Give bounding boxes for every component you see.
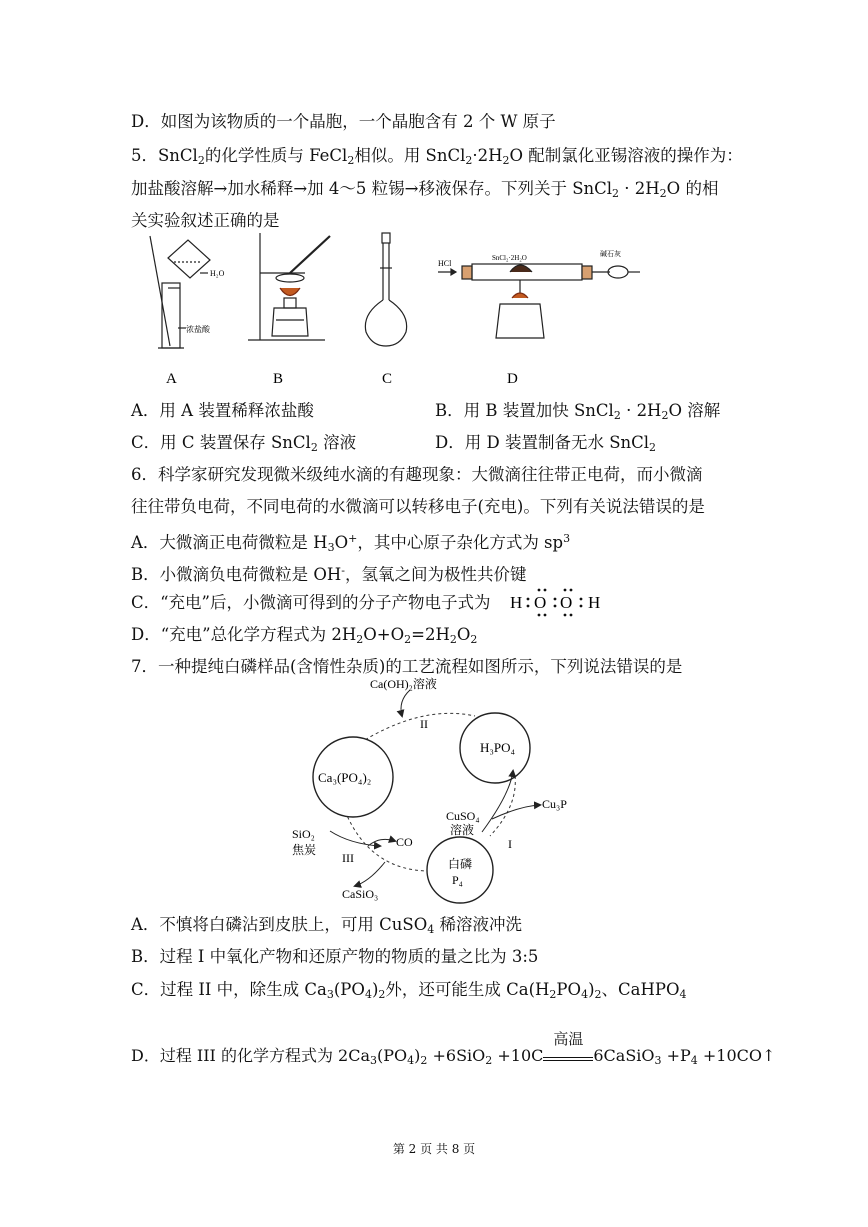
- q5-option-a: A．用 A 装置稀释浓盐酸: [131, 401, 314, 420]
- q6-option-c: C．“充电”后，小微滴可得到的分子产物电子式为: [131, 593, 491, 612]
- apparatus-d-hcl: HCl: [438, 259, 452, 268]
- label-coke: 焦炭: [292, 843, 317, 857]
- q5-stem-line2: 加盐酸溶解→加水稀释→加 4～5 粒锡→移液保存。下列关于 SnCl$_2$ · $2H_2O$ 的相: [131, 179, 719, 200]
- label-cuso4: CuSO₄: [446, 809, 480, 823]
- ef-o1: O: [534, 593, 547, 612]
- label-cu3p: Cu₃P: [542, 797, 567, 811]
- apparatus-d-sample: SnCl₂·2H₂O: [492, 254, 527, 262]
- label-i: I: [508, 837, 512, 851]
- ef-o2: O: [560, 593, 573, 612]
- label-white-p: 白磷: [448, 857, 473, 871]
- label-c: C: [382, 371, 393, 387]
- q7-stem: 7．一种提纯白磷样品(含惰性杂质)的工艺流程如图所示，下列说法错误的是: [131, 657, 683, 676]
- apparatus-a-acid: 浓盐酸: [186, 325, 210, 334]
- label-h3po4: H₃PO₄: [480, 740, 516, 755]
- q6-option-b: B．小微滴负电荷微粒是 OH-，氢氧之间为极性共价键: [131, 564, 527, 584]
- page-footer: 第 2 页 共 8 页: [392, 1142, 476, 1156]
- q5-stem-line3: 关实验叙述正确的是: [131, 211, 280, 230]
- ef-h2: H: [588, 593, 601, 612]
- q5-option-c: C．用 C 装置保存 SnCl$_2$ 溶液: [131, 433, 357, 454]
- q6-option-d: D．“充电”总化学方程式为 $2H_2O+O_2=2H_2O_2$: [131, 625, 478, 646]
- q6-stem-line1: 6．科学家研究发现微米级纯水滴的有趣现象：大微滴往往带正电荷，而小微滴: [131, 465, 703, 484]
- apparatus-a-h2o: H₂O: [210, 269, 225, 278]
- label-iii: III: [342, 851, 354, 865]
- q7-option-a: A．不慎将白磷沾到皮肤上，可用 CuSO$_4$ 稀溶液冲洗: [131, 915, 522, 936]
- q6-stem-line2: 往往带负电荷，不同电荷的水微滴可以转移电子(充电)。下列有关说法错误的是: [131, 497, 705, 516]
- label-b: B: [273, 371, 284, 387]
- electron-formula-h2o2: [508, 586, 608, 618]
- ef-h1: H: [510, 593, 523, 612]
- option-d-prev: D．如图为该物质的一个晶胞，一个晶胞含有 2 个 W 原子: [131, 112, 556, 131]
- q5-option-d: D．用 D 装置制备无水 SnCl$_2$: [435, 433, 657, 454]
- q7-flow-diagram: [270, 676, 610, 906]
- apparatus-d-lime: 碱石灰: [600, 250, 621, 258]
- q7-option-b: B．过程 I 中氧化产物和还原产物的物质的量之比为 3:5: [131, 947, 539, 966]
- label-a: A: [166, 371, 177, 387]
- reaction-condition: 高温: [543, 1048, 593, 1061]
- label-sio2: SiO₂: [292, 827, 315, 841]
- q5-option-b: B．用 B 装置加快 SnCl$_2$ · $2H_2O$ 溶解: [435, 401, 721, 422]
- apparatus-c: [365, 233, 406, 346]
- label-p4: P₄: [452, 873, 463, 887]
- q7-option-d: D．过程 III 的化学方程式为 $2Ca_3(PO_4)_2 +6SiO_2 +10C$ 高温 6CaSiO$_3$ $+P_4$ +10CO↑: [131, 1030, 776, 1067]
- label-cuso4-solution: 溶液: [450, 823, 475, 837]
- label-co: CO: [396, 835, 413, 849]
- apparatus-b: [248, 233, 330, 340]
- label-d: D: [507, 371, 518, 387]
- label-caoh2: Ca(OH)₂溶液: [370, 677, 437, 691]
- q5-apparatus-figure: [140, 228, 700, 393]
- q7-option-c: C．过程 II 中，除生成 $Ca_3(PO_4)_2$外，还可能生成 $Ca(H_2PO_4)_2$、CaHPO$_4$: [131, 980, 687, 1001]
- label-casio3: CaSiO₃: [342, 887, 379, 901]
- q5-stem-line1: 5．SnCl$_2$的化学性质与 FeCl$_2$相似。用 $SnCl_2\cdot 2H_2O$ 配制氯化亚锡溶液的操作为：: [131, 146, 743, 167]
- q6-option-a: A．大微滴正电荷微粒是 $H_3O^+$，其中心原子杂化方式为 $sp^3$: [131, 532, 571, 554]
- apparatus-d: [438, 264, 640, 338]
- label-ca3po4: Ca₃(PO₄)₂: [318, 770, 372, 785]
- label-ii: II: [420, 717, 428, 731]
